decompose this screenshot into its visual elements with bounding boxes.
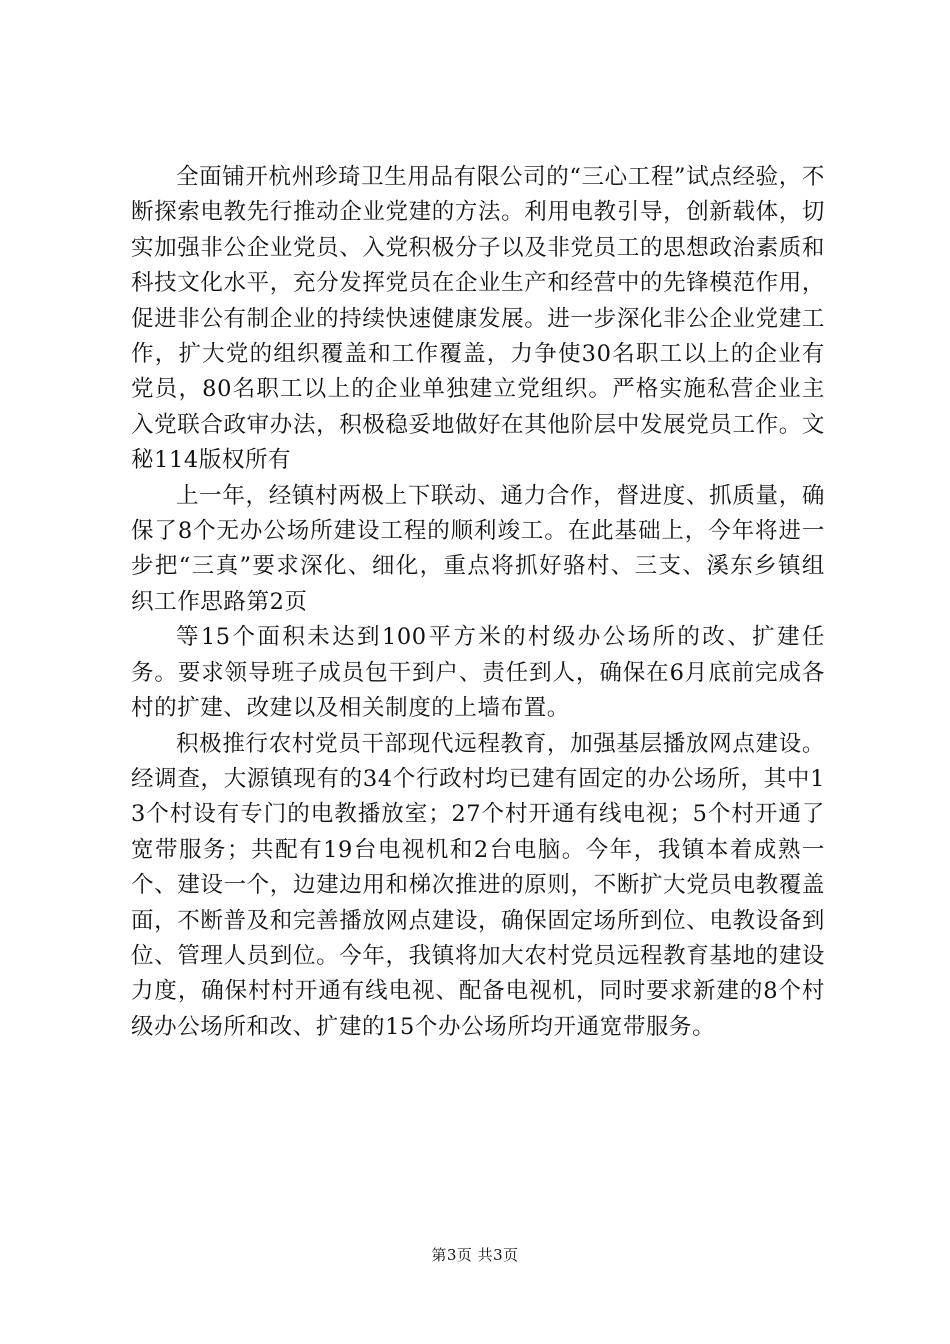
paragraph-4: 积极推行农村党员干部现代远程教育，加强基层播放网点建设。经调查，大源镇现有的34个行政村均已建有固定的办公场所，其中13个村设有专门的电教播放室；27个村开通有线电视；5个村开通了宽带服务；共配有19台电视机和2台电脑。今年，我镇本着成熟一个、建设一个，边建边用和梯次推进的原则，不断扩大党员电教覆盖面，不断普及和完善播放网点建设，确保固定场所到位、电教设备到位、管理人员到位。今年，我镇将加大农村党员远程教育基地的建设力度，确保村村开通有线电视、配备电视机，同时要求新建的8个村级办公场所和改、扩建的15个办公场所均开通宽带服务。 (131, 730, 825, 1040)
paragraph-2: 上一年，经镇村两极上下联动、通力合作，督进度、抓质量，确保了8个无办公场所建设工程的顺利竣工。在此基础上，今年将进一步把“三真”要求深化、细化，重点将抓好骆村、三支、溪东乡镇组织工作思路第2页 (131, 482, 825, 615)
paragraph-3: 等15个面积未达到100平方米的村级办公场所的改、扩建任务。要求领导班子成员包干到户、责任到人，确保在6月底前完成各村的扩建、改建以及相关制度的上墙布置。 (131, 624, 825, 722)
document-body (131, 160, 825, 1045)
paragraph-1: 全面铺开杭州珍琦卫生用品有限公司的“三心工程”试点经验，不断探索电教先行推动企业党建的方法。利用电教引导，创新载体，切实加强非公企业党员、入党积极分子以及非党员工的思想政治素质和科技文化水平，充分发挥党员在企业生产和经营中的先锋模范作用，促进非公有制企业的持续快速健康发展。进一步深化非公企业党建工作，扩大党的组织覆盖和工作覆盖，力争使30名职工以上的企业有党员，80名职工以上的企业单独建立党组织。严格实施私营企业主入党联合政审办法，积极稳妥地做好在其他阶层中发展党员工作。文秘114版权所有 (131, 164, 825, 474)
page-footer: 第3页 共3页 (431, 1246, 519, 1264)
